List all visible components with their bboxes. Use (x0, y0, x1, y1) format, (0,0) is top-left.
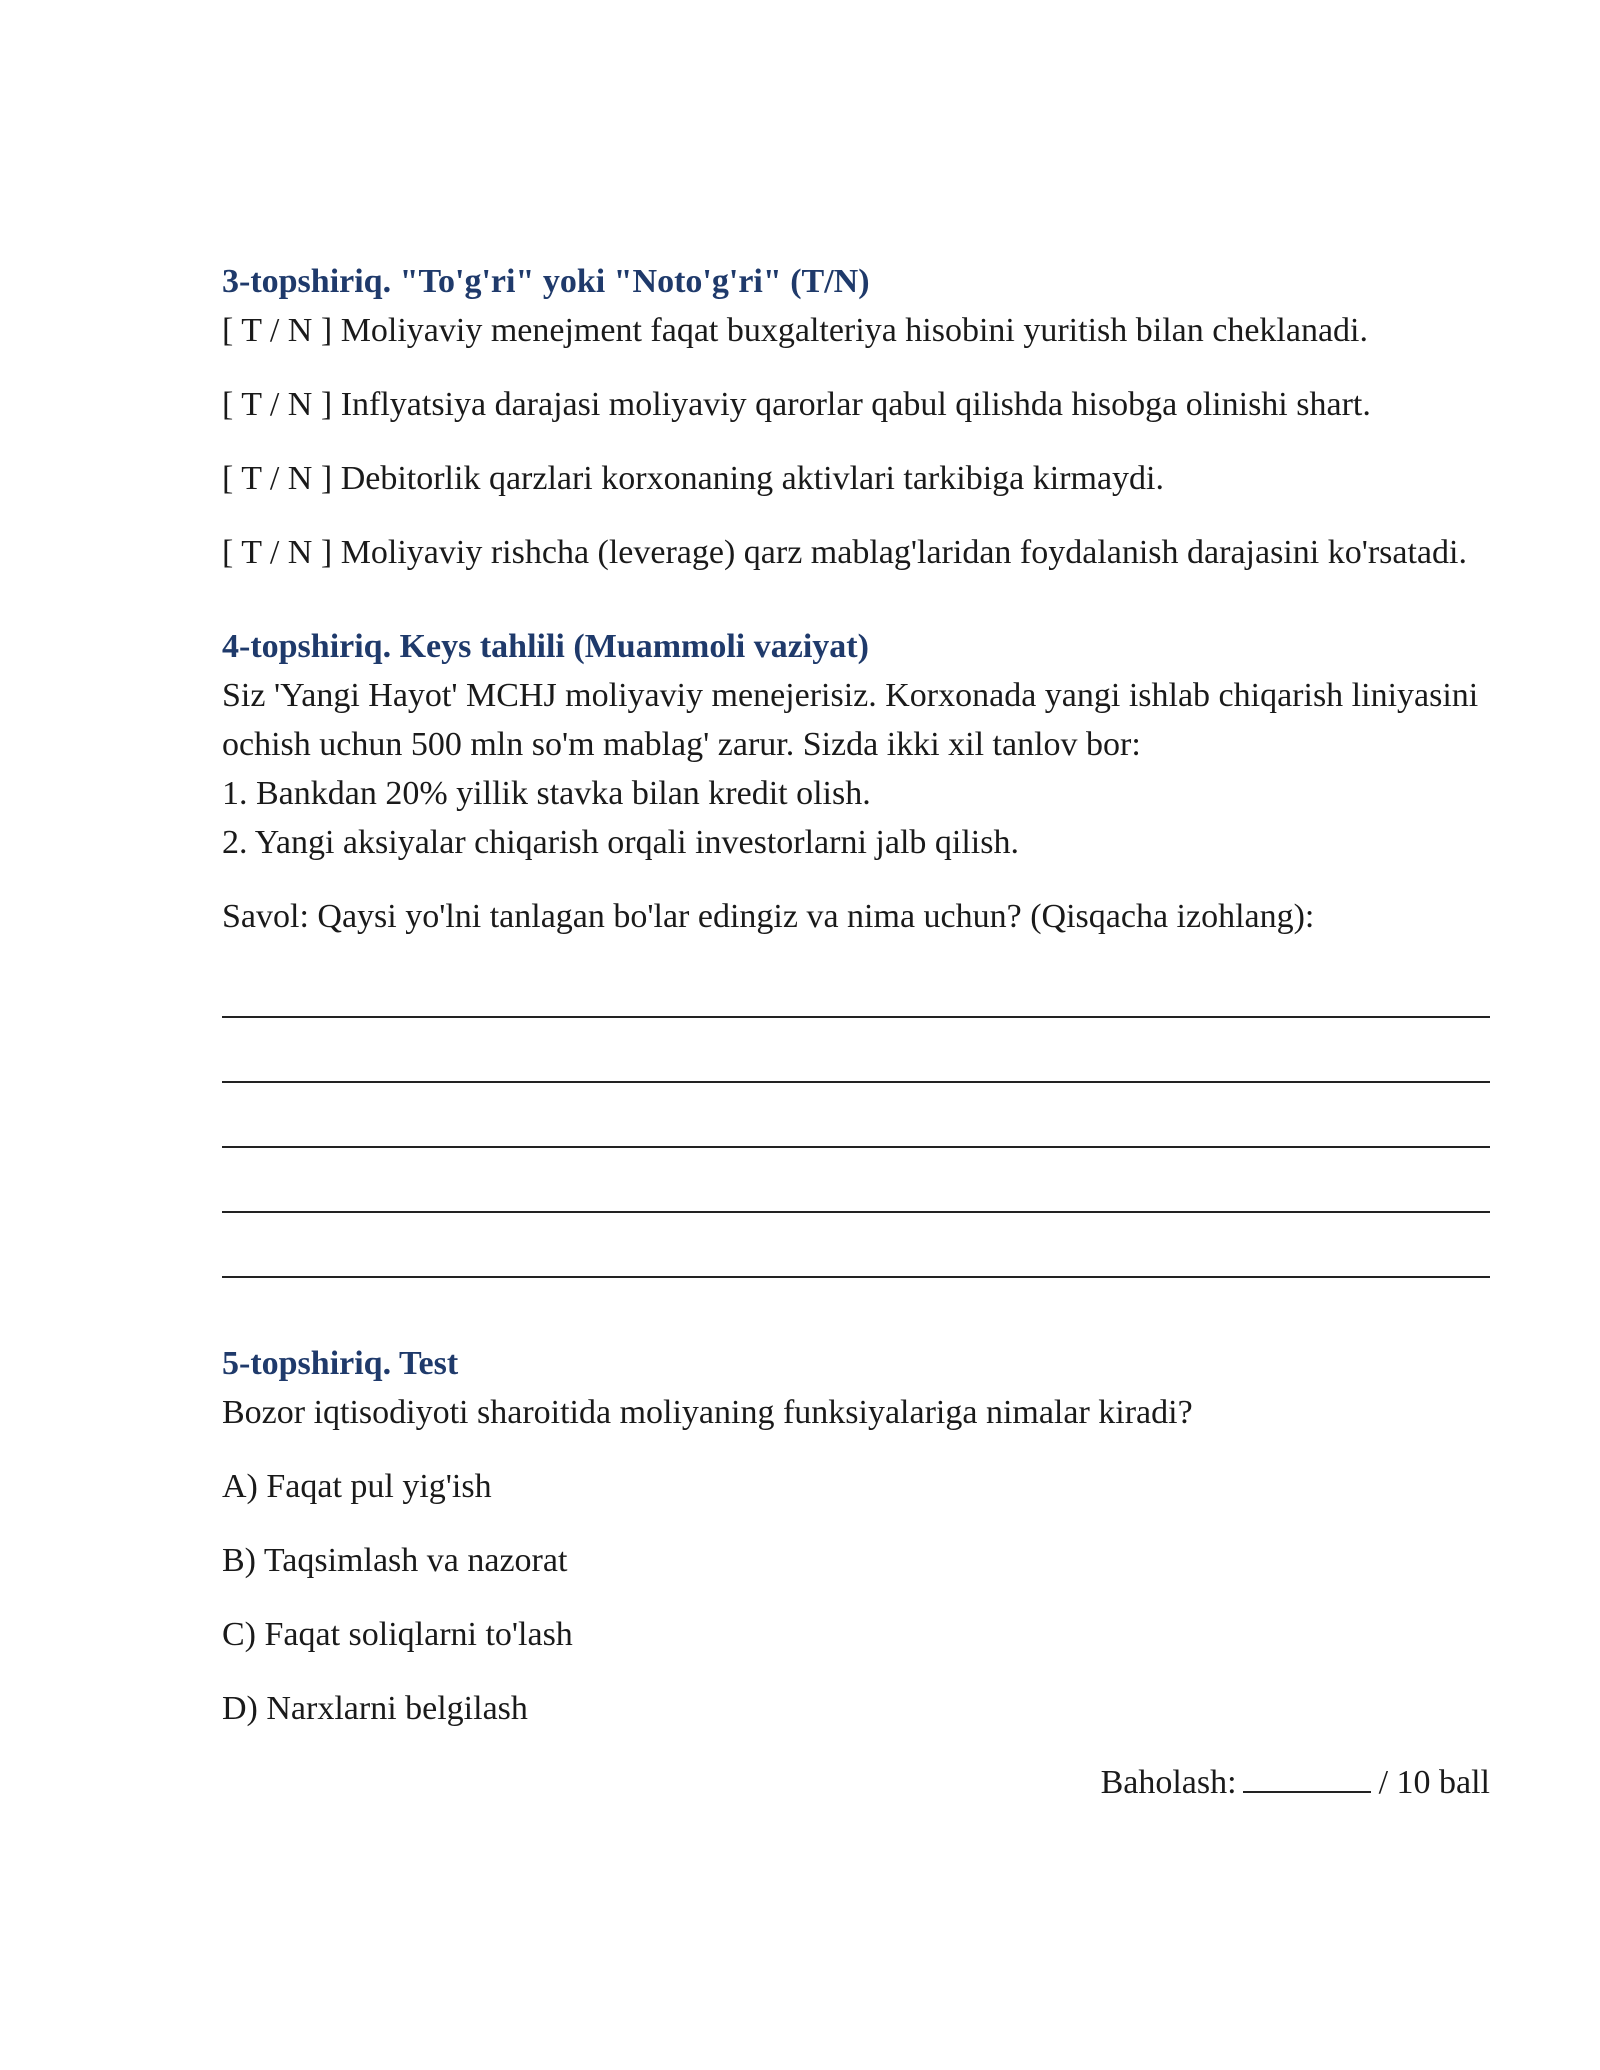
true-false-mark[interactable]: [ T / N ] (222, 386, 333, 423)
answer-line[interactable] (222, 1236, 1490, 1278)
true-false-statement (222, 306, 1490, 355)
answer-lines (222, 976, 1490, 1278)
task-3-title: 3-topshiriq. "To'g'ri" yoki "Noto'g'ri" (T/N) (222, 263, 870, 300)
true-false-mark[interactable]: [ T / N ] (222, 460, 333, 497)
task-5-title: 5-topshiriq. Test (222, 1345, 459, 1382)
statement-text: Moliyaviy rishcha (leverage) qarz mablag'laridan foydalanish darajasini ko'rsatadi. (340, 534, 1467, 571)
true-false-statement (222, 528, 1490, 577)
case-intro: Siz 'Yangi Hayot' MCHJ moliyaviy menejerisiz. Korxonada yangi ishlab chiqarish liniyasini ochish uchun 500 mln so'm mablag' zarur. Sizda ikki xil tanlov bor: (222, 677, 1479, 763)
answer-line[interactable] (222, 1041, 1490, 1083)
test-option-b[interactable]: B) Taqsimlash va nazorat (222, 1542, 568, 1579)
test-question: Bozor iqtisodiyoti sharoitida moliyaning funksiyalariga nimalar kiradi? (222, 1394, 1193, 1431)
case-option: 1. Bankdan 20% yillik stavka bilan kredit olish. (222, 775, 871, 812)
answer-line[interactable] (222, 1171, 1490, 1213)
task-3-section (222, 258, 1490, 577)
grading-label: Baholash: (1100, 1764, 1237, 1801)
true-false-mark[interactable]: [ T / N ] (222, 312, 333, 349)
case-question: Savol: Qaysi yo'lni tanlagan bo'lar edingiz va nima uchun? (Qisqacha izohlang): (222, 898, 1315, 935)
task-4-title: 4-topshiriq. Keys tahlili (Muammoli vaziyat) (222, 628, 869, 665)
answer-line[interactable] (222, 976, 1490, 1018)
test-option-d[interactable]: D) Narxlarni belgilash (222, 1690, 528, 1727)
task-5-section (222, 1340, 1490, 1733)
test-option-a[interactable]: A) Faqat pul yig'ish (222, 1468, 492, 1505)
score-blank[interactable] (1243, 1761, 1371, 1793)
true-false-statement (222, 454, 1490, 503)
grading-suffix: / 10 ball (1378, 1764, 1490, 1801)
grading-line (222, 1758, 1490, 1807)
true-false-mark[interactable]: [ T / N ] (222, 534, 333, 571)
case-option: 2. Yangi aksiyalar chiqarish orqali investorlarni jalb qilish. (222, 824, 1019, 861)
statement-text: Moliyaviy menejment faqat buxgalteriya hisobini yuritish bilan cheklanadi. (340, 312, 1368, 349)
worksheet-page (222, 258, 1490, 1807)
task-4-section (222, 623, 1490, 1278)
statement-text: Inflyatsiya darajasi moliyaviy qarorlar qabul qilishda hisobga olinishi shart. (340, 386, 1371, 423)
answer-line[interactable] (222, 1106, 1490, 1148)
statement-text: Debitorlik qarzlari korxonaning aktivlari tarkibiga kirmaydi. (340, 460, 1164, 497)
test-option-c[interactable]: C) Faqat soliqlarni to'lash (222, 1616, 573, 1653)
true-false-statement (222, 380, 1490, 429)
